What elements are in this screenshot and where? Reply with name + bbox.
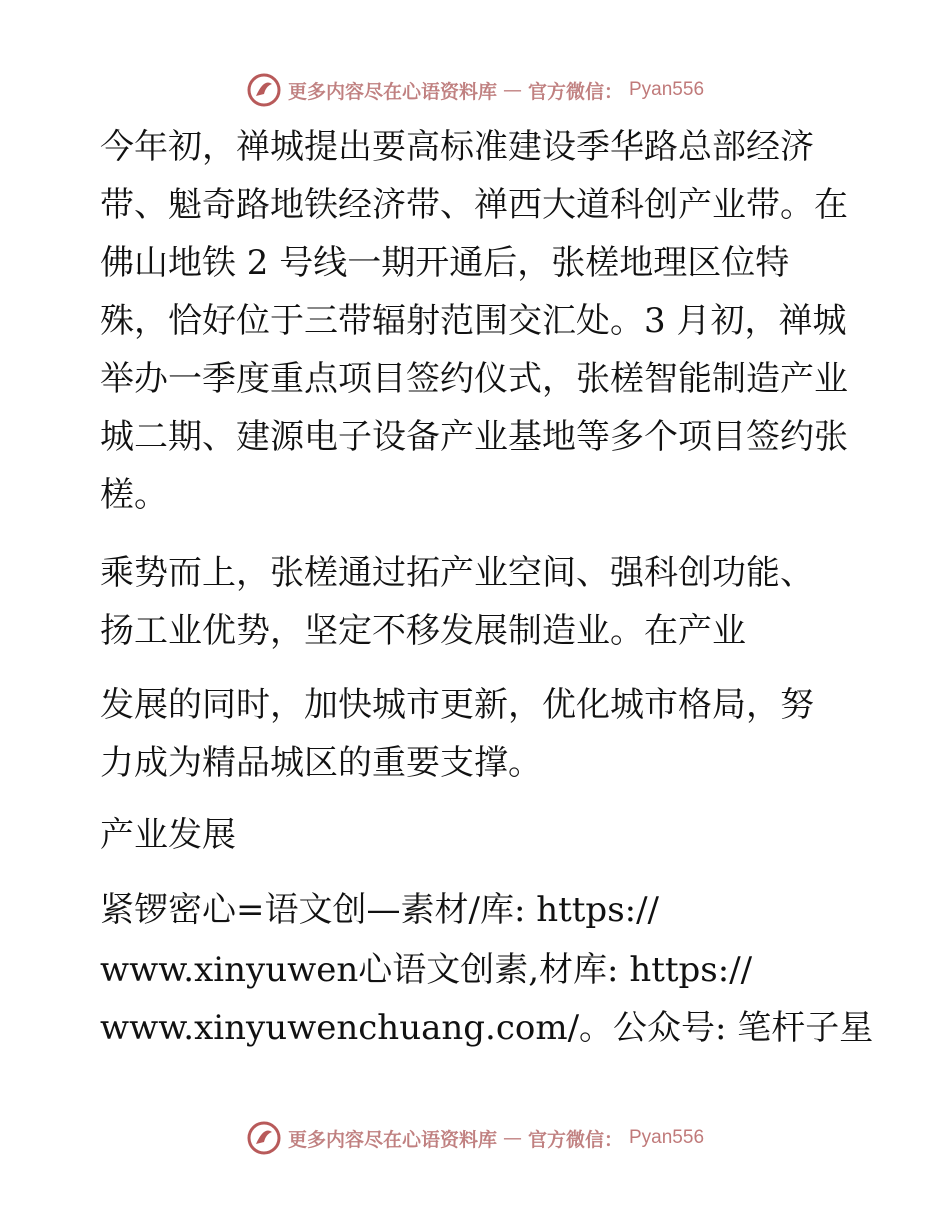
section-heading: 产业发展 [100, 815, 236, 855]
logo-icon [246, 72, 282, 108]
body-line: 力成为精品城区的重要支撑。 [100, 743, 542, 783]
header-banner-text: 更多内容尽在心语资料库 [287, 80, 497, 103]
body-line: www.xinyuwenchuang.com/。公众号: 笔杆子星 [100, 1008, 874, 1048]
body-line: 殊，恰好位于三带辐射范围交汇处。3 月初，禅城 [100, 301, 847, 341]
body-line: 紧锣密心=语文创—素材/库: https:// [100, 890, 660, 930]
body-line: 槎。 [100, 475, 168, 515]
footer-banner-dash: — [502, 1127, 522, 1149]
body-line: 今年初，禅城提出要高标准建设季华路总部经济 [100, 127, 814, 167]
header-wechat-label: 官方微信： [527, 80, 623, 103]
header-banner-dash: — [502, 79, 522, 101]
footer-wechat-label: 官方微信： [527, 1128, 623, 1151]
body-line: 发展的同时，加快城市更新，优化城市格局，努 [100, 685, 814, 725]
body-line: 带、魁奇路地铁经济带、禅西大道科创产业带。在 [100, 185, 848, 225]
footer-wechat-id: Pyan556 [629, 1127, 705, 1148]
footer-banner [0, 1120, 950, 1156]
body-line: 乘势而上，张槎通过拓产业空间、强科创功能、 [100, 553, 814, 593]
footer-banner-text: 更多内容尽在心语资料库 [287, 1128, 497, 1151]
logo-icon [246, 1120, 282, 1156]
body-line: 佛山地铁 2 号线一期开通后，张槎地理区位特 [100, 243, 790, 283]
body-line: 举办一季度重点项目签约仪式，张槎智能制造产业 [100, 359, 848, 399]
body-line: 城二期、建源电子设备产业基地等多个项目签约张 [100, 417, 848, 457]
header-banner [0, 72, 950, 108]
header-wechat-id: Pyan556 [629, 79, 705, 100]
body-line: 扬工业优势，坚定不移发展制造业。在产业 [100, 611, 746, 651]
body-line: www.xinyuwen心语文创素,材库: https:// [100, 950, 753, 990]
